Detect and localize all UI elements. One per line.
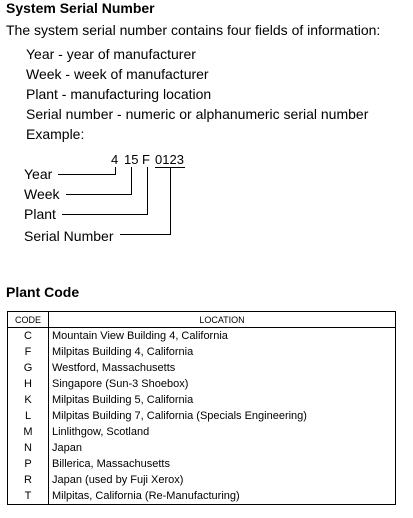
connector-plant-h <box>62 214 148 215</box>
table-row <box>8 328 396 345</box>
location-cell: Billerica, Massachusetts <box>52 458 170 470</box>
code-cell: C <box>8 328 49 345</box>
connector-year-h <box>58 174 116 175</box>
location-cell: Milpitas Building 4, California <box>52 346 194 358</box>
location-cell: Linlithgow, Scotland <box>52 426 150 438</box>
table-row <box>8 456 396 472</box>
code-cell: G <box>8 360 49 376</box>
location-cell: Westford, Massachusetts <box>52 362 176 374</box>
table-row <box>8 440 396 456</box>
table-row <box>8 392 396 408</box>
location-cell: Milpitas, California (Re-Manufacturing) <box>52 490 240 502</box>
table-row <box>8 424 396 440</box>
diagram-label-year: Year <box>24 166 53 182</box>
field-week: Week - week of manufacturer <box>26 66 209 82</box>
table-header-row <box>8 312 396 328</box>
code-cell: L <box>8 408 49 424</box>
diagram-label-plant: Plant <box>24 206 56 222</box>
location-cell: Japan (used by Fuji Xerox) <box>52 474 184 486</box>
code-cell: K <box>8 392 49 408</box>
header-location: LOCATION <box>49 312 396 328</box>
table-row <box>8 472 396 488</box>
connector-week-v <box>131 167 132 195</box>
example-week: 15 <box>124 152 139 167</box>
diagram-label-serial: Serial Number <box>24 228 114 244</box>
section-title-plant: Plant Code <box>6 284 80 300</box>
example-year: 4 <box>111 152 119 167</box>
field-serial: Serial number - numeric or alphanumeric serial number <box>26 106 369 122</box>
connector-serial-h <box>120 234 171 235</box>
location-cell: Japan <box>52 442 82 454</box>
serial-example-diagram <box>0 148 413 248</box>
code-cell: P <box>8 456 49 472</box>
table-row <box>8 488 396 505</box>
location-cell: Mountain View Building 4, California <box>52 330 228 342</box>
example-plant: F <box>142 152 150 167</box>
code-cell: F <box>8 344 49 360</box>
table-row <box>8 408 396 424</box>
example-label: Example: <box>26 126 85 142</box>
table-row <box>8 360 396 376</box>
section-title-serial: System Serial Number <box>6 0 155 16</box>
code-cell: T <box>8 488 49 505</box>
code-cell: N <box>8 440 49 456</box>
header-code: CODE <box>8 312 49 328</box>
intro-text: The system serial number contains four fields of information: <box>6 22 381 38</box>
connector-week-h <box>66 194 132 195</box>
field-plant: Plant - manufacturing location <box>26 86 212 102</box>
table-row <box>8 376 396 392</box>
code-cell: H <box>8 376 49 392</box>
location-cell: Milpitas Building 7, California (Specials Engineering) <box>52 410 307 422</box>
example-serial: 0123 <box>155 152 184 167</box>
code-cell: R <box>8 472 49 488</box>
connector-serial-v <box>170 167 171 235</box>
connector-plant-v <box>147 167 148 215</box>
field-year: Year - year of manufacturer <box>26 46 196 62</box>
plant-code-table <box>7 311 396 505</box>
location-cell: Milpitas Building 5, California <box>52 394 194 406</box>
location-cell: Singapore (Sun-3 Shoebox) <box>52 378 189 390</box>
diagram-label-week: Week <box>24 186 60 202</box>
table-row <box>8 344 396 360</box>
code-cell: M <box>8 424 49 440</box>
